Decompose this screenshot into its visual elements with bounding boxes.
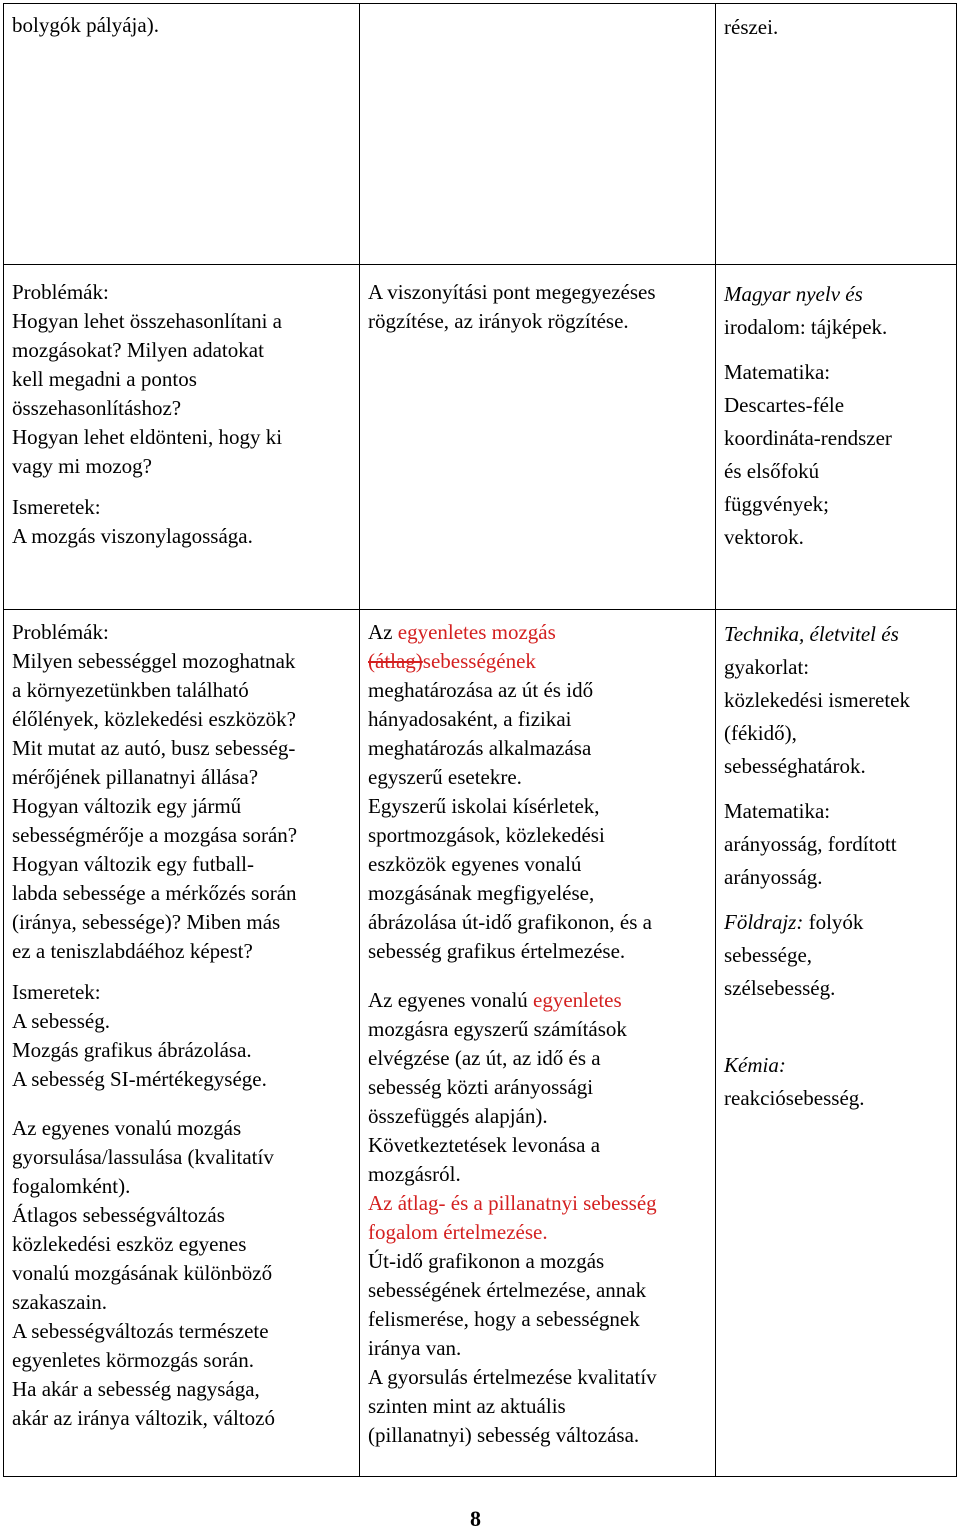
requirement-line: sebességének értelmezése, annak (368, 1278, 647, 1302)
knowledge-line: Átlagos sebességváltozás (12, 1203, 225, 1227)
requirement-line: mozgásának megfigyelése, (368, 881, 595, 905)
requirement-line: eszközök egyenes vonalú (368, 852, 582, 876)
subject-text: és elsőfokú (724, 459, 820, 483)
subject-label: Matematika: (724, 360, 831, 384)
subject-label: Matematika: (724, 799, 831, 823)
knowledge-line: fogalomként). (12, 1174, 131, 1198)
knowledge-line: A sebességváltozás természete (12, 1319, 269, 1343)
problem-line: Hogyan lehet eldönteni, hogy ki (12, 425, 283, 449)
problem-line: összehasonlításhoz? (12, 396, 182, 420)
knowledge-line: Ha akár a sebesség nagysága, (12, 1377, 260, 1401)
knowledge-line: A mozgás viszonylagossága. (12, 524, 253, 548)
problems-label: Problémák: (12, 620, 109, 644)
knowledge-line: egyenletes körmozgás során. (12, 1348, 255, 1372)
knowledge-line: A sebesség. (12, 1009, 110, 1033)
knowledge-line: gyorsulása/lassulása (kvalitatív (12, 1145, 274, 1169)
knowledge-line: közlekedési eszköz egyenes (12, 1232, 247, 1256)
table-row (4, 610, 957, 1477)
requirement-line: A viszonyítási pont megegyezéses (368, 280, 656, 304)
requirement-line: Az átlag- és a pillanatnyi sebesség (368, 1191, 657, 1215)
requirement-line: sebesség közti arányossági (368, 1075, 594, 1099)
subject-text: reakciósebesség. (724, 1086, 865, 1110)
subject-text: közlekedési ismeretek (724, 688, 911, 712)
subject-text: (fékidő), (724, 721, 797, 745)
problem-line: vagy mi mozog? (12, 454, 152, 478)
requirement-line: iránya van. (368, 1336, 462, 1360)
curriculum-table (3, 3, 957, 1477)
problem-line: Hogyan lehet összehasonlítani a (12, 309, 283, 333)
problem-line: a környezetünkben található (12, 678, 249, 702)
subject-text: folyók (803, 910, 864, 934)
subject-text: Descartes-féle (724, 393, 845, 417)
requirement-line: felismerése, hogy a sebességnek (368, 1307, 640, 1331)
requirement-line: fogalom értelmezése. (368, 1220, 548, 1244)
subject-label: Kémia: (724, 1053, 786, 1077)
problem-line: Hogyan változik egy futball- (12, 852, 255, 876)
requirement-line: (pillanatnyi) sebesség változása. (368, 1423, 640, 1447)
subject-text: koordináta-rendszer (724, 426, 892, 450)
subject-text: sebessége, (724, 943, 813, 967)
subject-label: Földrajz: (724, 910, 804, 934)
cell-requirements (360, 4, 716, 265)
problem-line: labda sebessége a mérkőzés során (12, 881, 297, 905)
page-number: 8 (470, 1506, 481, 1531)
problem-line: (iránya, sebessége)? Miben más (12, 910, 281, 934)
knowledge-line: akár az iránya változik, változó (12, 1406, 275, 1430)
requirement-line: A gyorsulás értelmezése kvalitatív (368, 1365, 657, 1389)
knowledge-line: vonalú mozgásának különböző (12, 1261, 273, 1285)
highlight-text: egyenletes (533, 988, 622, 1012)
requirement-line: rögzítése, az irányok rögzítése. (368, 309, 629, 333)
requirement-line: Egyszerű iskolai kísérletek, (368, 794, 600, 818)
requirement-line: összefüggés alapján). (368, 1104, 548, 1128)
requirement-line: Út-idő grafikonon a mozgás (368, 1249, 605, 1273)
requirement-line: meghatározás alkalmazása (368, 736, 592, 760)
knowledge-label: Ismeretek: (12, 495, 101, 519)
knowledge-line: szakaszain. (12, 1290, 108, 1314)
subject-line (724, 906, 948, 939)
cell-topics (4, 4, 360, 265)
requirement-line: elvégzése (az út, az idő és a (368, 1046, 601, 1070)
table-row (4, 265, 957, 610)
problem-line: élőlények, közlekedési eszközök? (12, 707, 296, 731)
requirement-line: meghatározása az út és idő (368, 678, 594, 702)
subject-text: arányosság, fordított (724, 832, 897, 856)
subject-text: tájképek. (810, 315, 888, 339)
subject-label: Technika, életvitel és (724, 622, 899, 646)
cell-connections (716, 4, 957, 265)
cell-topics (4, 265, 360, 610)
subject-text: szélsebesség. (724, 976, 836, 1000)
problem-line: sebességmérője a mozgása során? (12, 823, 298, 847)
requirement-line (368, 647, 707, 676)
problems-label: Problémák: (12, 280, 109, 304)
problem-line: kell megadni a pontos (12, 367, 197, 391)
subject-label: Magyar nyelv és (724, 282, 863, 306)
subject-text: függvények; (724, 492, 829, 516)
problem-line: Mit mutat az autó, busz sebesség- (12, 736, 296, 760)
requirement-line: hányadosaként, a fizikai (368, 707, 572, 731)
requirement-line (368, 618, 707, 647)
subject-label: gyakorlat: (724, 655, 810, 679)
text-run: Az egyenes vonalú (368, 988, 534, 1012)
highlight-text: sebességének (422, 649, 536, 673)
struck-text: (átlag) (368, 649, 423, 673)
cell-connections (716, 610, 957, 1477)
text-run: Az (368, 620, 398, 644)
cell-requirements (360, 610, 716, 1477)
subject-text: sebességhatárok. (724, 754, 866, 778)
requirement-line: ábrázolása út-idő grafikonon, és a (368, 910, 652, 934)
requirement-line (368, 986, 707, 1015)
requirement-line: sebesség grafikus értelmezése. (368, 939, 626, 963)
cell-text: bolygók pályája). (12, 13, 159, 37)
cell-topics (4, 610, 360, 1477)
cell-requirements (360, 265, 716, 610)
problem-line: mérőjének pillanatnyi állása? (12, 765, 259, 789)
requirement-line: Következtetések levonása a (368, 1133, 601, 1157)
problem-line: Milyen sebességgel mozoghatnak (12, 649, 296, 673)
requirement-line: sportmozgások, közlekedési (368, 823, 605, 847)
knowledge-label: Ismeretek: (12, 980, 101, 1004)
problem-line: ez a teniszlabdáéhoz képest? (12, 939, 253, 963)
requirement-line: mozgásra egyszerű számítások (368, 1017, 627, 1041)
highlight-text: egyenletes mozgás (397, 620, 556, 644)
knowledge-line: A sebesség SI-mértékegysége. (12, 1067, 267, 1091)
cell-text: részei. (724, 15, 779, 39)
subject-label: irodalom: (724, 315, 806, 339)
knowledge-line: Az egyenes vonalú mozgás (12, 1116, 242, 1140)
problem-line: mozgásokat? Milyen adatokat (12, 338, 264, 362)
requirement-line: egyszerű esetekre. (368, 765, 522, 789)
problem-line: Hogyan változik egy jármű (12, 794, 242, 818)
subject-text: arányosság. (724, 865, 823, 889)
subject-line (724, 311, 948, 344)
requirement-line: szinten mint az aktuális (368, 1394, 566, 1418)
subject-text: vektorok. (724, 525, 804, 549)
knowledge-line: Mozgás grafikus ábrázolása. (12, 1038, 252, 1062)
requirement-line: mozgásról. (368, 1162, 461, 1186)
cell-connections (716, 265, 957, 610)
table-row (4, 4, 957, 265)
